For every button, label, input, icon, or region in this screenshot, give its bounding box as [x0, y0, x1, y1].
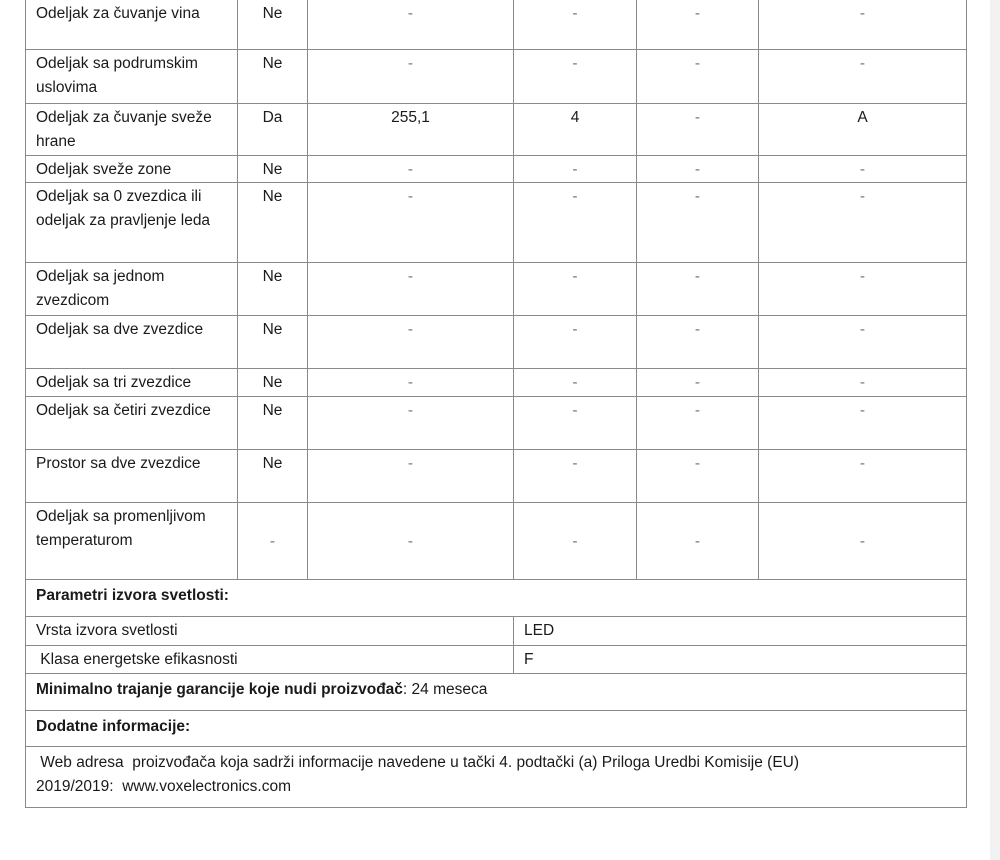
- compartment-row: [26, 396, 967, 449]
- compartment-present: -: [238, 502, 308, 579]
- light-heading: Parametri izvora svetlosti:: [26, 579, 967, 616]
- compartment-present: Ne: [238, 182, 308, 262]
- compartment-name: Odeljak sa podrumskim uslovima: [26, 49, 238, 103]
- compartment-present: Ne: [238, 262, 308, 315]
- compartment-row: [26, 0, 967, 49]
- light-type-row: [26, 616, 967, 645]
- compartment-class: -: [759, 368, 967, 396]
- compartments-body: [26, 0, 967, 579]
- compartment-name: Odeljak sveže zone: [26, 155, 238, 182]
- compartment-row: [26, 182, 967, 262]
- compartment-volume: -: [308, 396, 514, 449]
- compartment-volume: -: [308, 449, 514, 502]
- compartment-name: Odeljak za čuvanje vina: [26, 0, 238, 49]
- compartment-row: [26, 315, 967, 368]
- compartment-name: Odeljak sa tri zvezdice: [26, 368, 238, 396]
- compartment-freezing: -: [637, 396, 759, 449]
- compartment-temperature: -: [514, 449, 637, 502]
- light-class-label: Klasa energetske efikasnosti: [26, 645, 514, 673]
- additional-heading-row: [26, 710, 967, 746]
- compartment-freezing: -: [637, 49, 759, 103]
- light-heading-row: [26, 579, 967, 616]
- compartment-freezing: -: [637, 502, 759, 579]
- compartment-row: [26, 449, 967, 502]
- compartment-volume: -: [308, 502, 514, 579]
- compartment-class: -: [759, 449, 967, 502]
- compartment-name: Odeljak sa 0 zvezdica ili odeljak za pravljenje leda: [26, 182, 238, 262]
- compartment-present: Ne: [238, 155, 308, 182]
- additional-text-line1: Web adresa proizvođača koja sadrži informacije navedene u tački 4. podtački (a) Priloga Uredbi Komisije (EU): [36, 753, 800, 771]
- compartment-temperature: -: [514, 315, 637, 368]
- compartment-class: -: [759, 396, 967, 449]
- compartment-freezing: -: [637, 0, 759, 49]
- warranty-row: [26, 673, 967, 710]
- compartment-temperature: -: [514, 0, 637, 49]
- compartment-volume: -: [308, 315, 514, 368]
- compartment-present: Ne: [238, 49, 308, 103]
- compartment-name: Odeljak sa dve zvezdice: [26, 315, 238, 368]
- light-class-value: F: [514, 645, 967, 673]
- compartment-class: A: [759, 103, 967, 155]
- compartment-name: Prostor sa dve zvezdice: [26, 449, 238, 502]
- additional-text-line2: 2019/2019: www.voxelectronics.com: [36, 777, 292, 795]
- compartment-freezing: -: [637, 315, 759, 368]
- page-edge: [990, 0, 1000, 860]
- compartment-temperature: 4: [514, 103, 637, 155]
- compartment-present: Da: [238, 103, 308, 155]
- compartment-volume: -: [308, 49, 514, 103]
- compartment-class: -: [759, 155, 967, 182]
- compartment-class: -: [759, 0, 967, 49]
- compartment-freezing: -: [637, 262, 759, 315]
- compartment-class: -: [759, 502, 967, 579]
- compartment-class: -: [759, 49, 967, 103]
- compartment-row: [26, 368, 967, 396]
- compartment-class: -: [759, 262, 967, 315]
- compartment-temperature: -: [514, 396, 637, 449]
- compartment-temperature: -: [514, 49, 637, 103]
- compartment-row: [26, 49, 967, 103]
- compartment-freezing: -: [637, 155, 759, 182]
- compartment-freezing: -: [637, 449, 759, 502]
- product-info-table: [25, 0, 967, 808]
- additional-text-cell: [26, 746, 967, 807]
- additional-heading: Dodatne informacije:: [26, 710, 967, 746]
- compartment-temperature: -: [514, 262, 637, 315]
- compartment-class: -: [759, 315, 967, 368]
- compartment-temperature: -: [514, 182, 637, 262]
- compartment-volume: -: [308, 182, 514, 262]
- light-type-value: LED: [514, 616, 967, 645]
- compartment-temperature: -: [514, 368, 637, 396]
- additional-text-row: [26, 746, 967, 807]
- compartment-name: Odeljak sa promenljivom temperaturom: [26, 502, 238, 579]
- compartment-present: Ne: [238, 449, 308, 502]
- compartment-name: Odeljak sa četiri zvezdice: [26, 396, 238, 449]
- compartment-name: Odeljak za čuvanje sveže hrane: [26, 103, 238, 155]
- warranty-value: : 24 meseca: [402, 680, 488, 698]
- compartment-volume: -: [308, 262, 514, 315]
- compartment-present: Ne: [238, 396, 308, 449]
- warranty-cell: [26, 673, 967, 710]
- compartment-temperature: -: [514, 502, 637, 579]
- compartment-volume: -: [308, 155, 514, 182]
- compartment-row: [26, 262, 967, 315]
- light-class-row: [26, 645, 967, 673]
- compartment-row: [26, 155, 967, 182]
- compartment-present: Ne: [238, 368, 308, 396]
- compartment-row: [26, 103, 967, 155]
- compartment-freezing: -: [637, 368, 759, 396]
- compartment-volume: -: [308, 368, 514, 396]
- compartment-volume: -: [308, 0, 514, 49]
- compartment-freezing: -: [637, 103, 759, 155]
- warranty-label: Minimalno trajanje garancije koje nudi proizvođač: [36, 680, 403, 698]
- compartment-class: -: [759, 182, 967, 262]
- compartment-freezing: -: [637, 182, 759, 262]
- light-type-label: Vrsta izvora svetlosti: [26, 616, 514, 645]
- compartment-present: Ne: [238, 315, 308, 368]
- compartment-temperature: -: [514, 155, 637, 182]
- compartment-volume: 255,1: [308, 103, 514, 155]
- compartment-name: Odeljak sa jednom zvezdicom: [26, 262, 238, 315]
- compartment-row: [26, 502, 967, 579]
- compartment-present: Ne: [238, 0, 308, 49]
